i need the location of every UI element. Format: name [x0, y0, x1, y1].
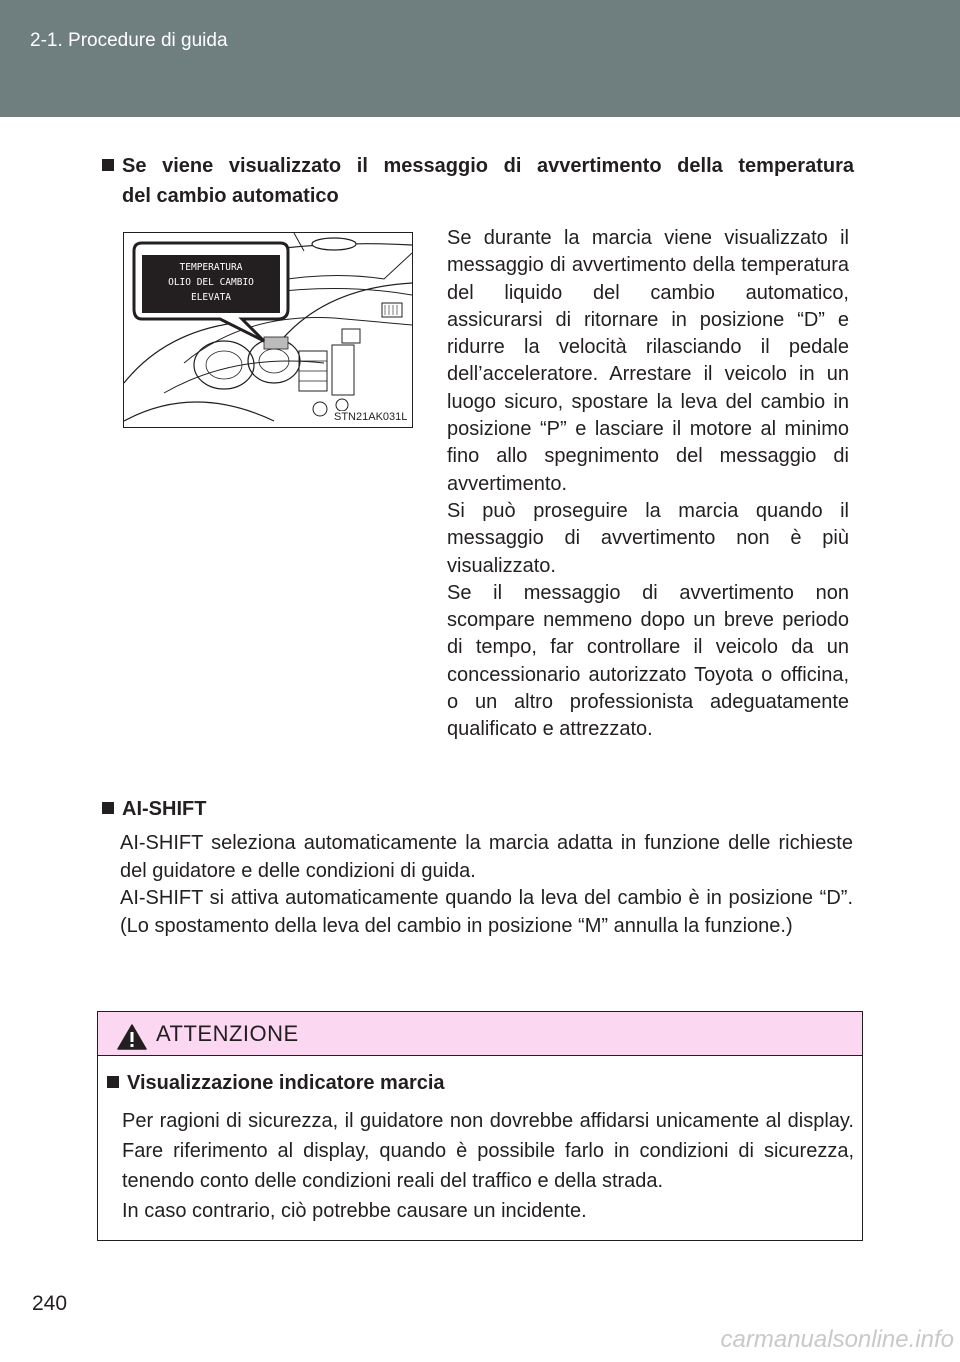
heading-line-2: del cambio automatico: [122, 185, 339, 207]
dashboard-figure: [123, 232, 413, 428]
watermark: carmanualsonline.info: [720, 1326, 954, 1353]
ai-shift-paragraph-1: AI-SHIFT seleziona automaticamente la marcia adatta in funzione delle richieste del guidatore e delle condizioni di guida.: [120, 832, 853, 882]
warning-header: [98, 1012, 862, 1056]
display-line-1: TEMPERATURA: [179, 262, 243, 273]
warning-subtitle: Visualizzazione indicatore marcia: [127, 1072, 445, 1094]
square-bullet-icon: [102, 802, 114, 814]
section-heading-temperature: [102, 151, 854, 211]
warning-body: [122, 1106, 854, 1226]
figure-code: STN21AK031L: [334, 411, 408, 423]
warning-subtitle-row: [107, 1068, 445, 1098]
figure-description: [447, 225, 849, 744]
section-heading-ai-shift: [102, 794, 206, 824]
section-title: 2-1. Procedure di guida: [30, 30, 228, 51]
description-paragraph-3: Se il messaggio di avvertimento non scompare nemmeno dopo un breve periodo di tempo, far controllare il veicolo da un concessionario autorizzato Toyota o officina, o un altro professionista adeguatamente qualificato e attrezzato.: [447, 581, 849, 741]
warning-triangle-icon: [117, 1024, 147, 1050]
ai-shift-body: [120, 830, 853, 940]
square-bullet-icon: [102, 159, 114, 171]
display-line-2: OLIO DEL CAMBIO: [168, 277, 254, 288]
description-paragraph-2: Si può proseguire la marcia quando il messaggio di avvertimento non è più visualizzato.: [447, 499, 849, 577]
display-line-3: ELEVATA: [190, 292, 232, 303]
warning-box: [97, 1011, 863, 1241]
description-paragraph-1: Se durante la marcia viene visualizzato il messaggio di avvertimento della temperatura del liquido del cambio automatico, assicurarsi di ritornare in posizione “D” e ridurre la velocità rilasciando il pedale dell’acceleratore. Arrestare il veicolo in un luogo sicuro, spostare la leva del cambio in posizione “P” e lasciare il motore al minimo fino allo spegnimento del messaggio di avvertimento.: [447, 227, 849, 495]
warning-display: [142, 260, 280, 305]
heading-line-1: Se viene visualizzato il messaggio di avvertimento della temperatura: [122, 155, 854, 177]
square-bullet-icon: [107, 1076, 119, 1088]
header-band: [0, 0, 960, 117]
warning-title: ATTENZIONE: [156, 1021, 299, 1046]
ai-shift-title: AI-SHIFT: [122, 798, 207, 820]
ai-shift-paragraph-2: AI-SHIFT si attiva automaticamente quando la leva del cambio è in posizione “D”. (Lo spostamento della leva del cambio in posizione “M” annulla la funzione.): [120, 887, 853, 937]
warning-paragraph-1: Per ragioni di sicurezza, il guidatore non dovrebbe affidarsi unicamente al display. Fare riferimento al display, quando è possibile farlo in condizioni di sicurezza, tenendo conto delle condizioni reali del traffico e della strada.: [122, 1110, 854, 1192]
warning-paragraph-2: In caso contrario, ciò potrebbe causare un incidente.: [122, 1200, 587, 1222]
page-number: 240: [32, 1292, 68, 1315]
